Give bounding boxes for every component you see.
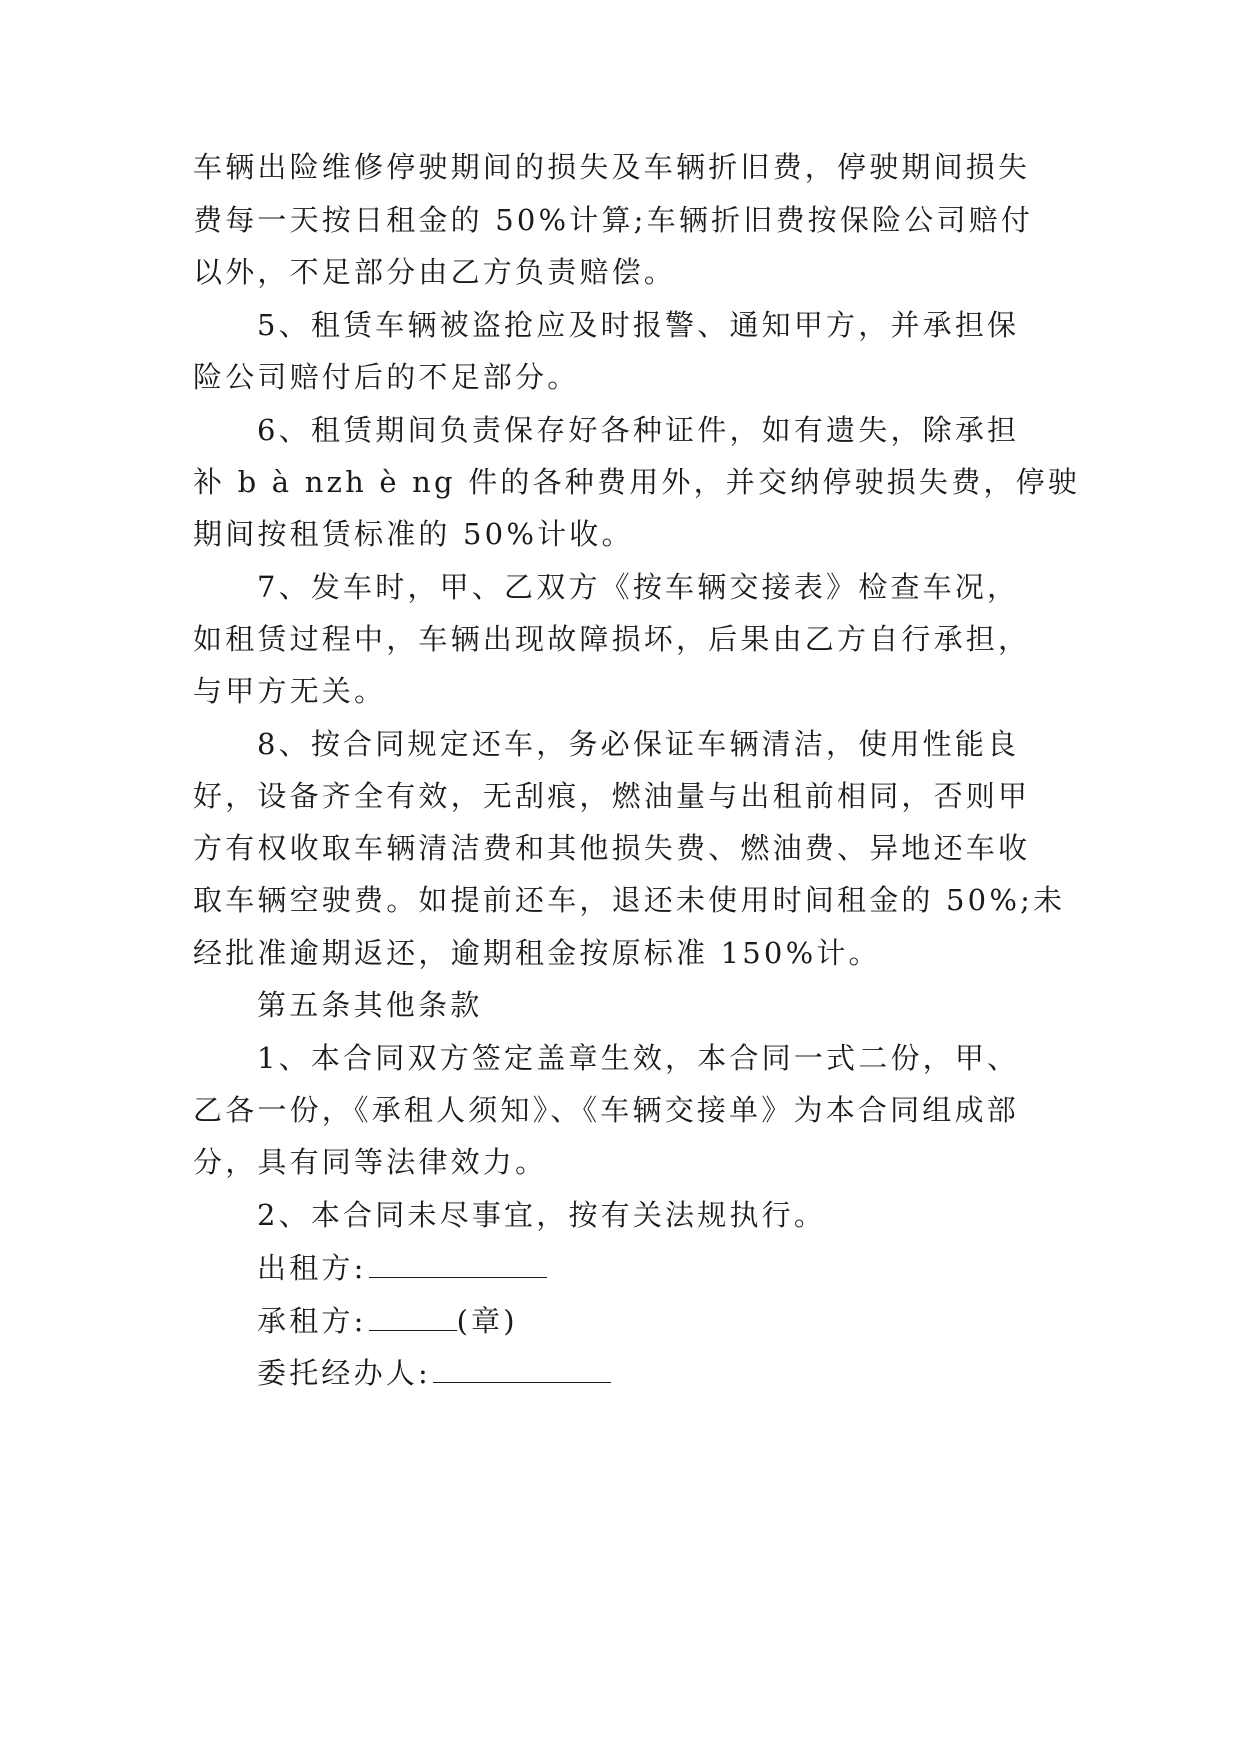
agent-signature-field <box>257 1352 611 1392</box>
lessee-label: 承租方: <box>257 1304 367 1338</box>
other-clause-2-line: 2、本合同未尽事宜，按有关法规执行。 <box>257 1198 827 1232</box>
section-heading: 第五条其他条款 <box>257 988 483 1022</box>
lessor-signature-blank <box>369 1247 547 1278</box>
clause-7-line: 7、发车时，甲、乙双方《按车辆交接表》检查车况， <box>257 570 1020 604</box>
lessee-signature-field <box>257 1300 518 1340</box>
body-line: 取车辆空驶费。如提前还车，退还未使用时间租金的 50%;未 <box>193 883 1066 917</box>
body-line: 方有权收取车辆清洁费和其他损失费、燃油费、异地还车收 <box>193 831 1031 865</box>
body-line: 车辆出险维修停驶期间的损失及车辆折旧费，停驶期间损失 <box>193 150 1031 184</box>
agent-signature-blank <box>433 1352 611 1383</box>
lessee-seal-suffix: (章) <box>456 1304 518 1338</box>
agent-label: 委托经办人: <box>257 1356 431 1390</box>
body-line: 如租赁过程中，车辆出现故障损坏，后果由乙方自行承担， <box>193 622 1031 656</box>
clause-8-line: 8、按合同规定还车，务必保证车辆清洁，使用性能良 <box>257 727 1020 761</box>
lessee-signature-blank <box>369 1300 457 1331</box>
body-line: 经批准逾期返还，逾期租金按原标准 150%计。 <box>193 936 881 970</box>
lessor-signature-field <box>257 1247 547 1287</box>
other-clause-1-line: 1、本合同双方签定盖章生效，本合同一式二份，甲、 <box>257 1041 1020 1075</box>
body-line: 好，设备齐全有效，无刮痕，燃油量与出租前相同，否则甲 <box>193 779 1031 813</box>
clause-5-line: 5、租赁车辆被盗抢应及时报警、通知甲方，并承担保 <box>257 308 1020 342</box>
clause-6-line: 6、租赁期间负责保存好各种证件，如有遗失，除承担 <box>257 413 1020 447</box>
body-line: 以外，不足部分由乙方负责赔偿。 <box>193 255 677 289</box>
body-line: 费每一天按日租金的 50%计算;车辆折旧费按保险公司赔付 <box>193 203 1034 237</box>
body-line: 分，具有同等法律效力。 <box>193 1145 548 1179</box>
lessor-label: 出租方: <box>257 1251 367 1285</box>
body-line: 期间按租赁标准的 50%计收。 <box>193 517 634 551</box>
body-line: 险公司赔付后的不足部分。 <box>193 360 580 394</box>
body-line: 乙各一份，《承租人须知》、《车辆交接单》为本合同组成部 <box>193 1093 1019 1127</box>
body-line: 与甲方无关。 <box>193 674 387 708</box>
body-line: 补 b à nzh è ng 件的各种费用外，并交纳停驶损失费，停驶 <box>193 465 1081 499</box>
